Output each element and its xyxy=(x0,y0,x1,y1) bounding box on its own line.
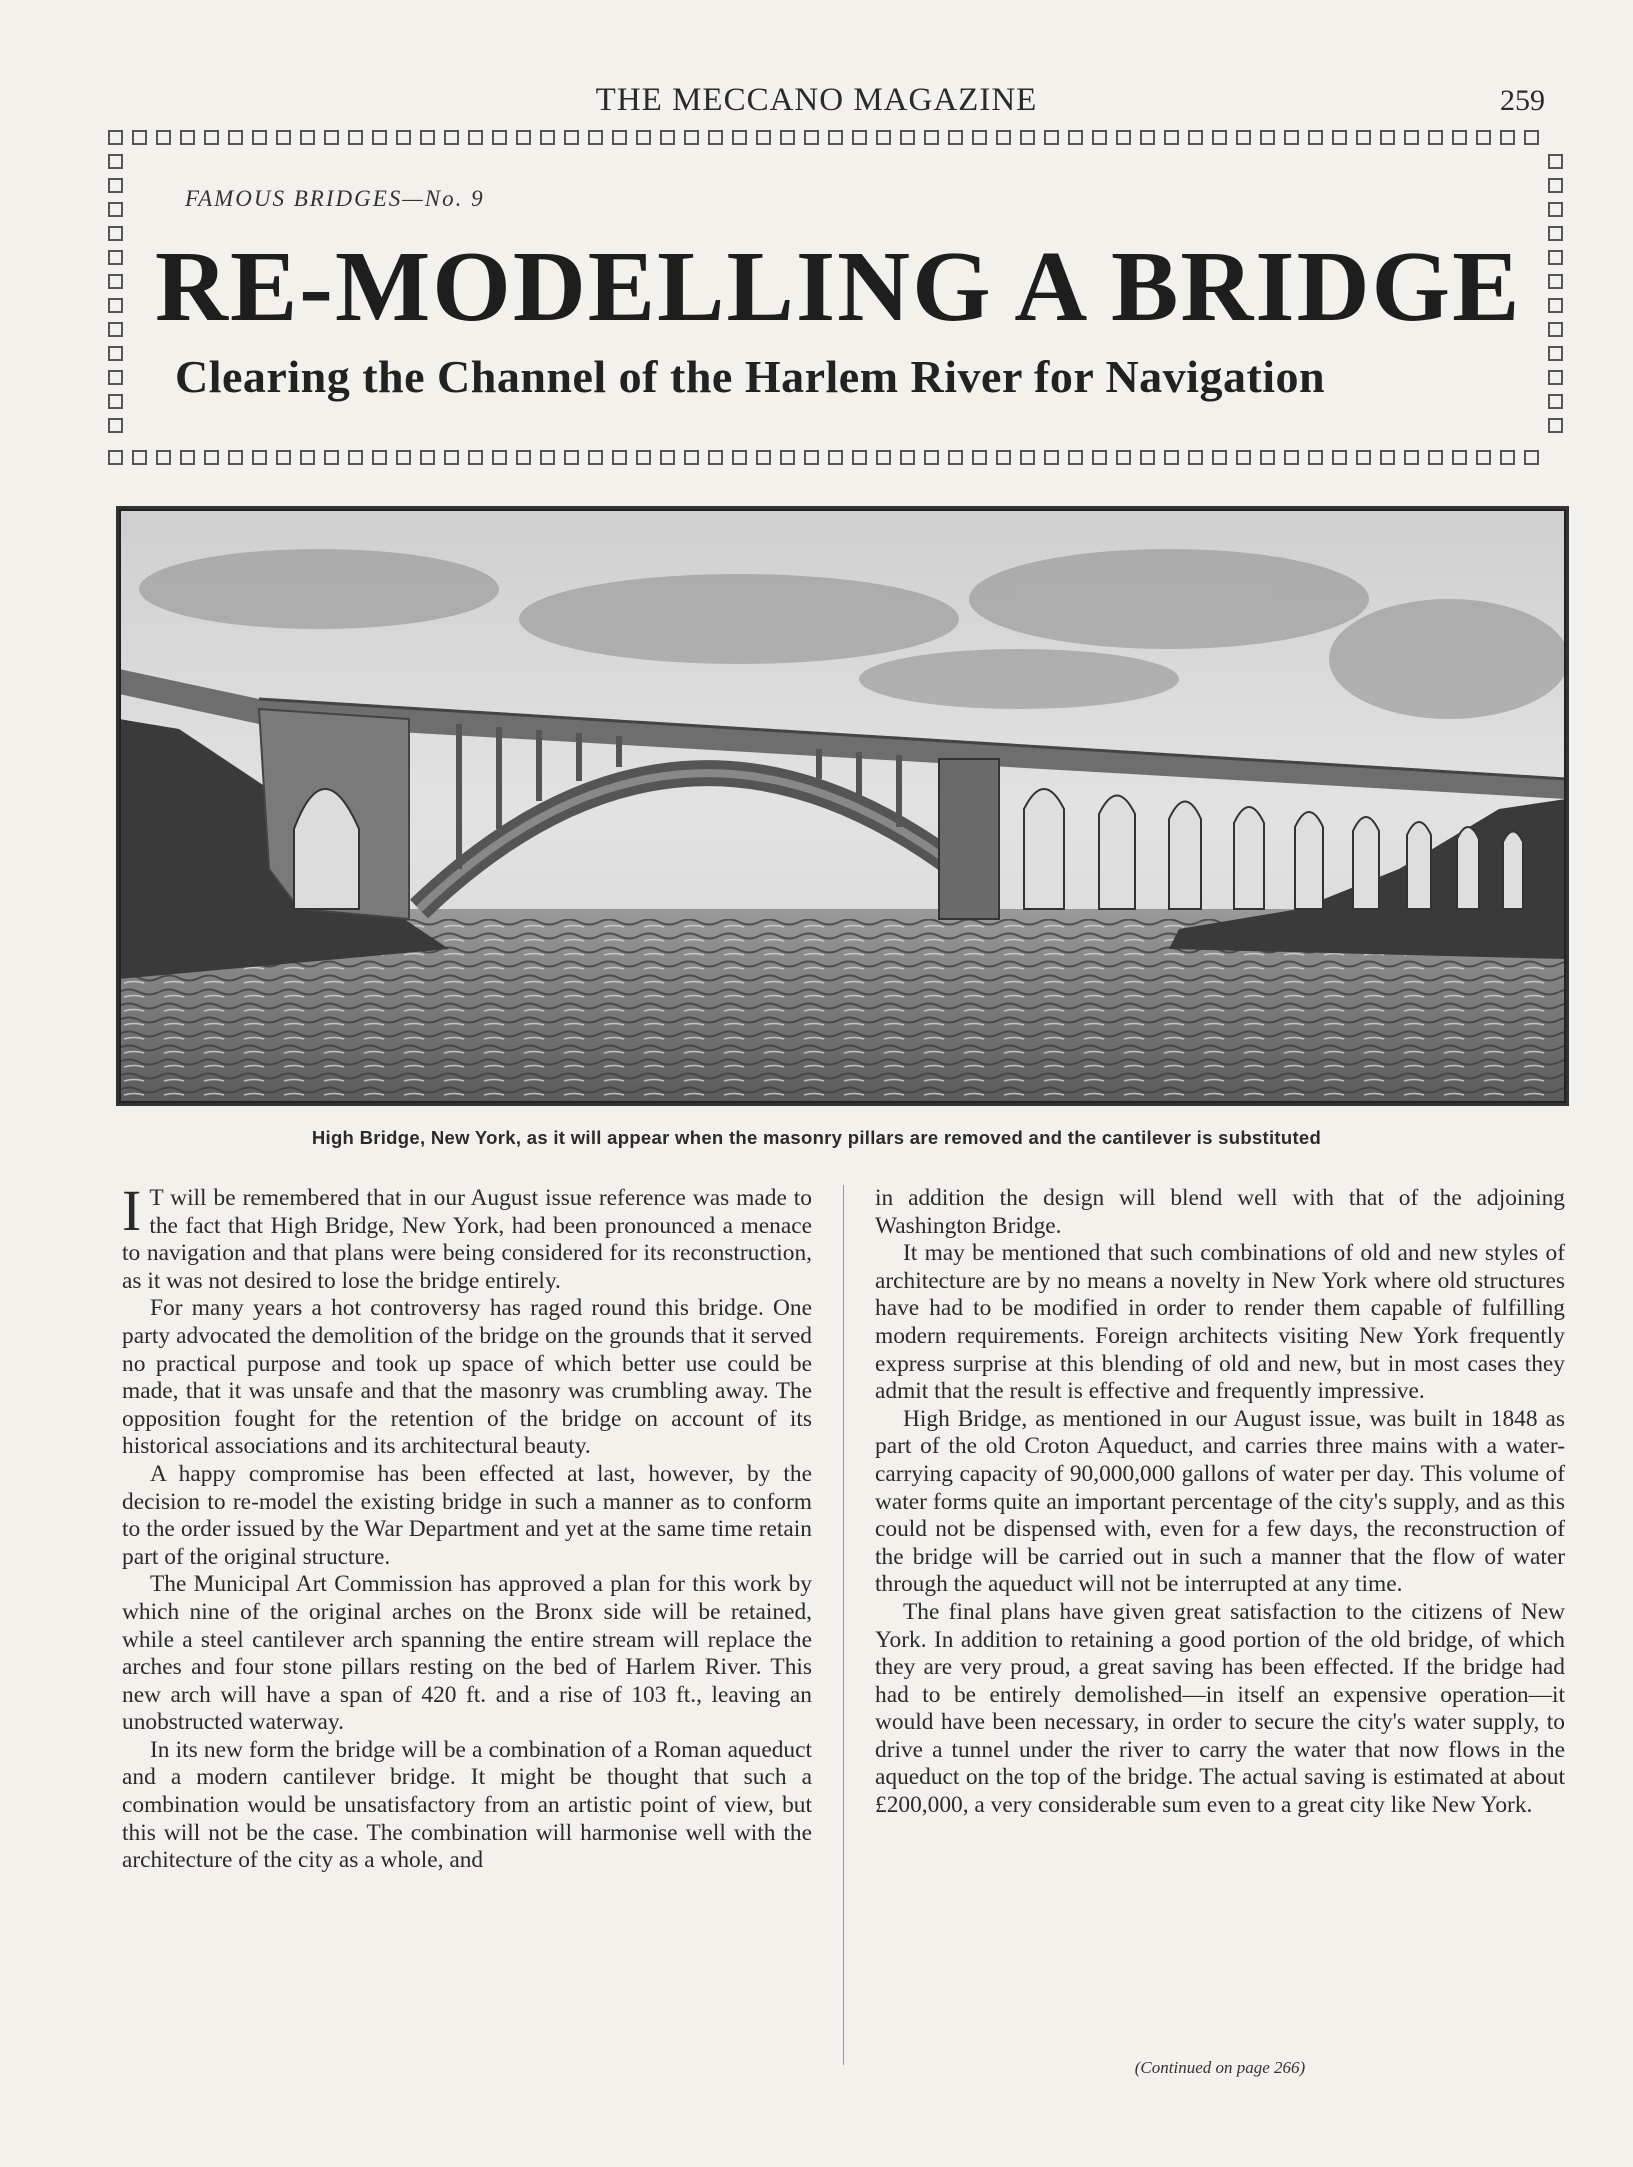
border-box xyxy=(1092,450,1107,465)
border-box xyxy=(1188,450,1203,465)
border-box xyxy=(108,298,123,313)
border-box xyxy=(132,130,147,145)
border-box xyxy=(492,450,507,465)
border-box xyxy=(108,322,123,337)
article-column-right xyxy=(875,1185,1565,1820)
border-box xyxy=(564,130,579,145)
border-box xyxy=(732,130,747,145)
border-box xyxy=(516,130,531,145)
border-box xyxy=(108,226,123,241)
border-box xyxy=(828,130,843,145)
border-box xyxy=(1236,450,1251,465)
border-strip xyxy=(108,450,1563,465)
photo-caption: High Bridge, New York, as it will appear when the masonry pillars are removed and the cantilever is substituted xyxy=(311,1127,1322,1148)
border-box xyxy=(396,450,411,465)
page-header xyxy=(0,82,1633,132)
border-box xyxy=(540,130,555,145)
border-box xyxy=(108,130,123,145)
border-box xyxy=(300,450,315,465)
border-box xyxy=(132,450,147,465)
border-box xyxy=(1044,450,1059,465)
border-box xyxy=(996,130,1011,145)
column-divider xyxy=(843,1185,844,2065)
border-box xyxy=(444,450,459,465)
border-box xyxy=(108,418,123,433)
border-box xyxy=(708,450,723,465)
border-box xyxy=(372,130,387,145)
border-box xyxy=(1404,130,1419,145)
border-box xyxy=(1548,250,1563,265)
border-box xyxy=(300,130,315,145)
border-box xyxy=(612,450,627,465)
border-box xyxy=(204,130,219,145)
border-box xyxy=(1500,450,1515,465)
border-box xyxy=(1308,450,1323,465)
border-strip xyxy=(1548,154,1563,449)
border-box xyxy=(1116,130,1131,145)
border-box xyxy=(180,450,195,465)
main-title: RE-MODELLING A BRIDGE xyxy=(155,230,1522,342)
paragraph: The final plans have given great satisfaction to the citizens of New York. In addition to retaining a good portion of the old bridge, of which they are very proud, a great saving has been effected. If the bridge had had to be entirely demolished—in itself an expensive operation—it would have been necessary, in order to secure the city's water supply, to drive a tunnel under the river to carry the water that now flows in the aqueduct on the top of the bridge. The actual saving is estimated at about £200,000, a very considerable sum even to a great city like New York. xyxy=(875,1598,1565,1819)
border-box xyxy=(108,450,123,465)
border-strip xyxy=(108,130,1563,145)
border-box xyxy=(1428,130,1443,145)
border-box xyxy=(972,450,987,465)
border-box xyxy=(1524,450,1539,465)
border-box xyxy=(948,450,963,465)
border-box xyxy=(108,250,123,265)
border-box xyxy=(108,394,123,409)
border-box xyxy=(276,450,291,465)
border-box xyxy=(108,202,123,217)
border-box xyxy=(1188,130,1203,145)
border-box xyxy=(1068,130,1083,145)
border-box xyxy=(1044,130,1059,145)
border-box xyxy=(1380,450,1395,465)
border-box xyxy=(1548,370,1563,385)
sub-title: Clearing the Channel of the Harlem River for Navigation xyxy=(175,351,1326,402)
border-box xyxy=(1212,130,1227,145)
border-box xyxy=(636,130,651,145)
paragraph: The Municipal Art Commission has approved a plan for this work by which nine of the original arches on the Bronx side will be retained, while a steel cantilever arch spanning the entire stream will replace the arches and four stone pillars resting on the bed of Harlem River. This new arch will have a span of 420 ft. and a rise of 103 ft., leaving an unobstructed waterway. xyxy=(122,1571,812,1736)
border-box xyxy=(348,450,363,465)
border-box xyxy=(1548,178,1563,193)
border-box xyxy=(1380,130,1395,145)
border-box xyxy=(1260,130,1275,145)
border-box xyxy=(1092,130,1107,145)
border-box xyxy=(1548,274,1563,289)
border-box xyxy=(396,130,411,145)
border-box xyxy=(1020,450,1035,465)
border-box xyxy=(852,130,867,145)
border-box xyxy=(924,450,939,465)
border-box xyxy=(204,450,219,465)
border-box xyxy=(1020,130,1035,145)
border-box xyxy=(180,130,195,145)
paragraph: High Bridge, as mentioned in our August issue, was built in 1848 as part of the old Croton Aqueduct, and carries three mains with a water-carrying capacity of 90,000,000 gallons of water per day. This volume of water forms quite an important percentage of the city's supply, and as this could not be dispensed with, even for a few days, the reconstruction of the bridge will be carried out in such a manner that the flow of water through the aqueduct will not be interrupted at any time. xyxy=(875,1405,1565,1598)
border-box xyxy=(1548,418,1563,433)
border-box xyxy=(1404,450,1419,465)
border-box xyxy=(1356,130,1371,145)
border-box xyxy=(252,130,267,145)
border-box xyxy=(108,154,123,169)
magazine-title: THE MECCANO MAGAZINE xyxy=(595,82,1038,118)
border-box xyxy=(1212,450,1227,465)
paragraph: For many years a hot controversy has raged round this bridge. One party advocated the demolition of the bridge on the grounds that it served no practical purpose and took up space of which better use could be made, that it was unsafe and that the masonry was crumbling away. The opposition fought for the retention of the bridge on account of its historical associations and its architectural beauty. xyxy=(122,1295,812,1460)
border-box xyxy=(156,450,171,465)
border-box xyxy=(348,130,363,145)
border-box xyxy=(468,450,483,465)
border-box xyxy=(588,450,603,465)
border-strip xyxy=(108,154,123,449)
border-box xyxy=(1548,154,1563,169)
border-box xyxy=(756,130,771,145)
border-box xyxy=(1164,130,1179,145)
border-box xyxy=(1284,450,1299,465)
border-box xyxy=(924,130,939,145)
border-box xyxy=(876,450,891,465)
border-box xyxy=(1140,450,1155,465)
border-box xyxy=(468,130,483,145)
border-box xyxy=(1236,130,1251,145)
border-box xyxy=(372,450,387,465)
border-box xyxy=(876,130,891,145)
border-box xyxy=(756,450,771,465)
continued-note xyxy=(875,2058,1565,2078)
continued-text: (Continued on page 266) xyxy=(1134,2058,1306,2077)
border-box xyxy=(684,130,699,145)
border-box xyxy=(516,450,531,465)
border-box xyxy=(996,450,1011,465)
border-box xyxy=(1452,450,1467,465)
border-box xyxy=(1548,346,1563,361)
border-box xyxy=(804,450,819,465)
border-box xyxy=(252,450,267,465)
border-box xyxy=(324,130,339,145)
border-box xyxy=(1500,130,1515,145)
border-box xyxy=(1260,450,1275,465)
bridge-illustration xyxy=(119,509,1566,1103)
border-box xyxy=(660,130,675,145)
border-box xyxy=(228,130,243,145)
border-box xyxy=(108,274,123,289)
border-box xyxy=(420,130,435,145)
border-box xyxy=(1308,130,1323,145)
border-box xyxy=(420,450,435,465)
border-box xyxy=(1116,450,1131,465)
border-box xyxy=(1332,450,1347,465)
border-box xyxy=(492,130,507,145)
border-box xyxy=(108,178,123,193)
drop-cap: I xyxy=(122,1178,142,1243)
border-box xyxy=(1164,450,1179,465)
border-box xyxy=(156,130,171,145)
border-box xyxy=(1452,130,1467,145)
border-box xyxy=(828,450,843,465)
border-box xyxy=(444,130,459,145)
border-box xyxy=(588,130,603,145)
border-box xyxy=(1140,130,1155,145)
border-box xyxy=(1476,130,1491,145)
border-box xyxy=(1548,298,1563,313)
border-box xyxy=(780,450,795,465)
border-box xyxy=(1524,130,1539,145)
border-box xyxy=(708,130,723,145)
border-box xyxy=(108,346,123,361)
border-box xyxy=(972,130,987,145)
border-box xyxy=(1428,450,1443,465)
border-box xyxy=(564,450,579,465)
border-box xyxy=(1548,322,1563,337)
border-box xyxy=(804,130,819,145)
border-box xyxy=(636,450,651,465)
border-box xyxy=(1068,450,1083,465)
border-box xyxy=(948,130,963,145)
border-box xyxy=(732,450,747,465)
paragraph xyxy=(122,1178,812,1295)
border-box xyxy=(612,130,627,145)
paragraph: A happy compromise has been effected at last, however, by the decision to re-model the existing bridge in such a manner as to conform to the order issued by the War Department and yet at the same time retain part of the original structure. xyxy=(122,1460,812,1570)
series-label: FAMOUS BRIDGES—No. 9 xyxy=(185,186,485,211)
border-box xyxy=(852,450,867,465)
paragraph-text: T will be remembered that in our August issue reference was made to the fact that High Bridge, New York, had been pronounced a menace to navigation and that plans were being considered for its reconstruction, as it was not desired to lose the bridge entirely. xyxy=(122,1185,812,1294)
bridge-photo xyxy=(116,506,1569,1106)
article-column-left xyxy=(122,1178,812,1875)
paragraph: In its new form the bridge will be a combination of a Roman aqueduct and a modern cantilever bridge. It might be thought that such a combination would be unsatisfactory from an artistic point of view, but this will not be the case. The combination will harmonise well with the architecture of the city as a whole, and xyxy=(122,1736,812,1874)
border-box xyxy=(780,130,795,145)
border-box xyxy=(276,130,291,145)
border-box xyxy=(1284,130,1299,145)
border-box xyxy=(1548,226,1563,241)
border-box xyxy=(684,450,699,465)
border-box xyxy=(324,450,339,465)
border-box xyxy=(1356,450,1371,465)
border-box xyxy=(1476,450,1491,465)
border-box xyxy=(540,450,555,465)
page-number: 259 xyxy=(1500,84,1545,117)
paragraph: It may be mentioned that such combinations of old and new styles of architecture are by no means a novelty in New York where old structures have had to be modified in order to render them capable of fulfilling modern requirements. Foreign architects visiting New York frequently express surprise at this blending of old and new, but in most cases they admit that the result is effective and frequently impressive. xyxy=(875,1240,1565,1405)
border-box xyxy=(228,450,243,465)
border-box xyxy=(1332,130,1347,145)
border-box xyxy=(900,130,915,145)
border-box xyxy=(900,450,915,465)
border-box xyxy=(108,370,123,385)
paragraph: in addition the design will blend well with that of the adjoining Washington Bridge. xyxy=(875,1185,1565,1239)
border-box xyxy=(660,450,675,465)
border-box xyxy=(1548,202,1563,217)
border-box xyxy=(1548,394,1563,409)
